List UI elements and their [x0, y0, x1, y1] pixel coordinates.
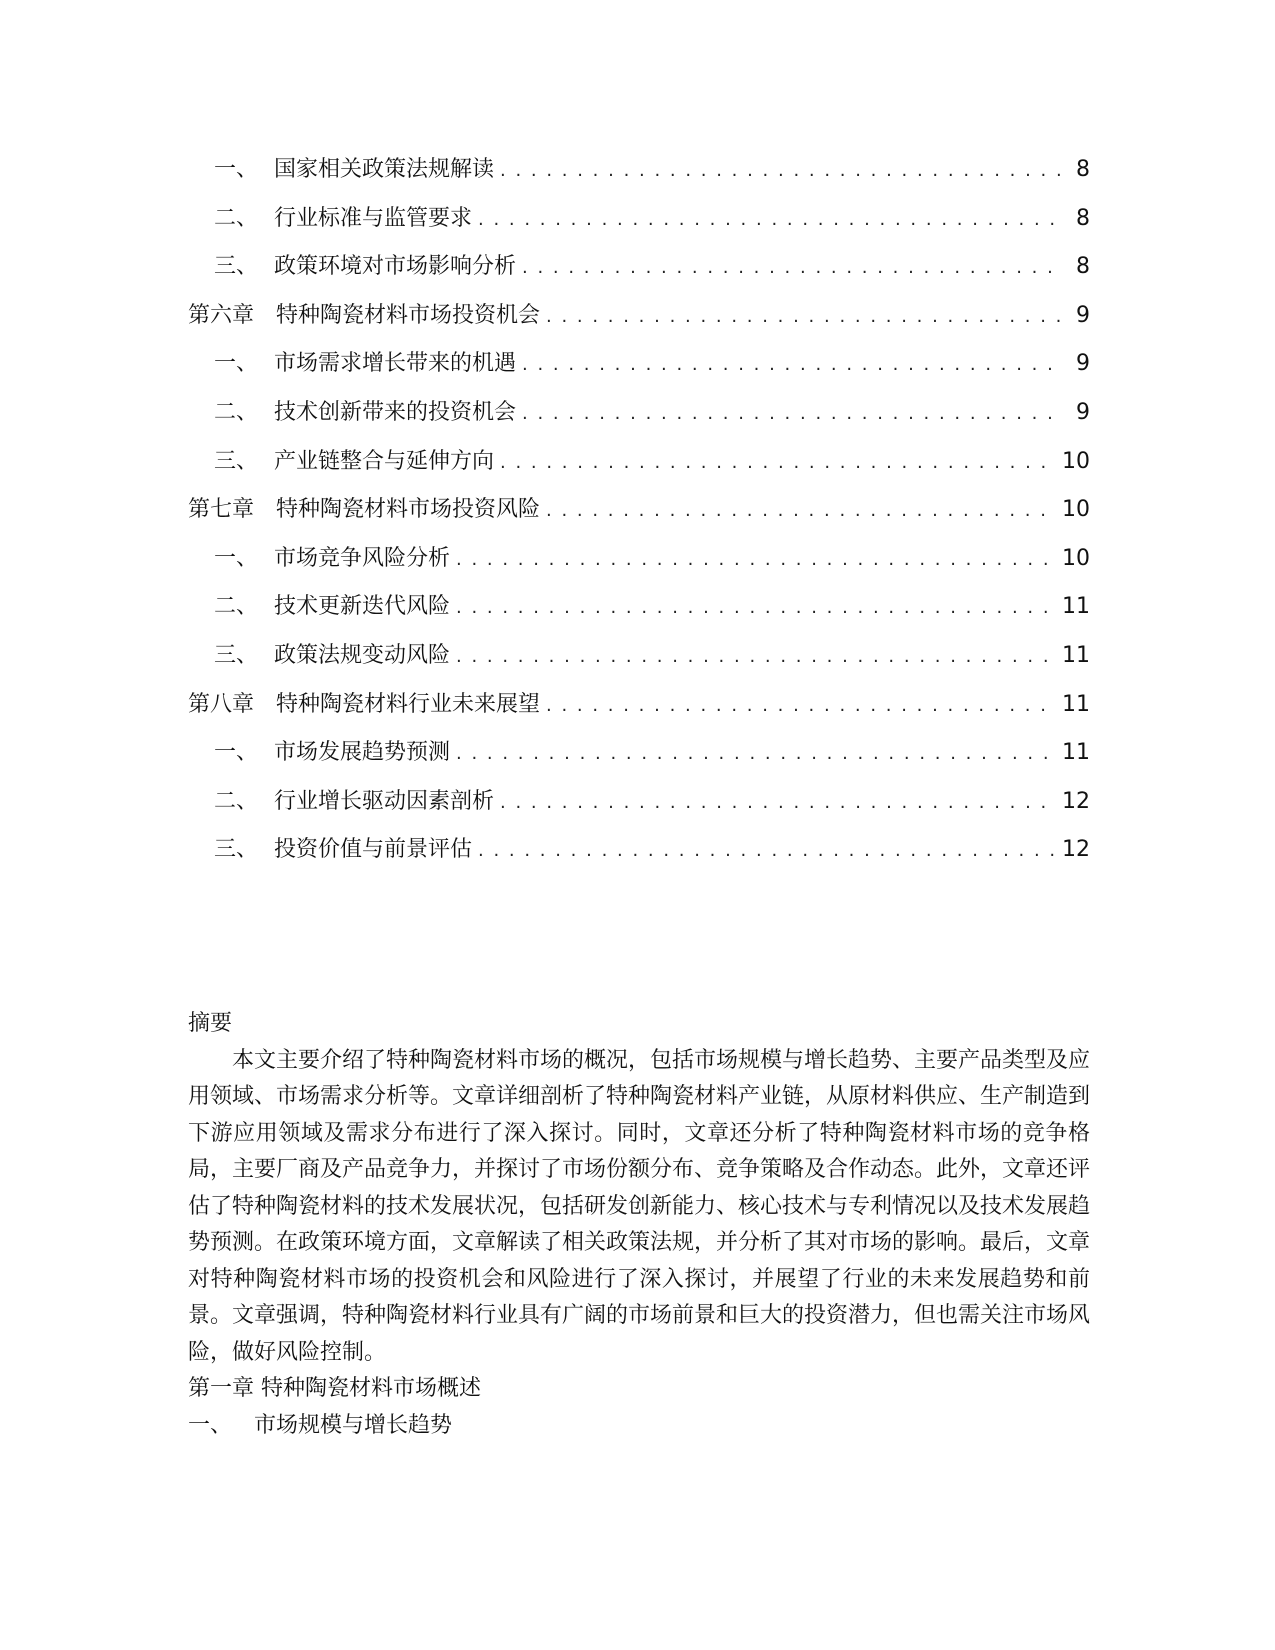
toc-entry-number: 一、	[214, 351, 259, 377]
toc-entry[interactable]	[188, 389, 1090, 438]
chapter-heading: 第一章 特种陶瓷材料市场概述	[188, 1376, 481, 1401]
toc-chapter-entry[interactable]	[188, 681, 1090, 730]
toc-entry-page: 8	[1076, 254, 1090, 280]
toc-entry-title: 市场需求增长带来的机遇	[274, 351, 517, 377]
toc-entry[interactable]	[188, 778, 1090, 827]
toc-entry[interactable]	[188, 729, 1090, 778]
toc-leader-dots	[500, 779, 1056, 828]
toc-leader-dots	[456, 536, 1056, 585]
toc-entry-title: 特种陶瓷材料行业未来展望	[276, 691, 541, 717]
toc-entry-page: 11	[1062, 642, 1090, 668]
toc-leader-dots	[456, 730, 1056, 779]
toc-entry-title: 特种陶瓷材料市场投资风险	[276, 497, 541, 523]
toc-entry[interactable]	[188, 583, 1090, 632]
toc-entry-title: 行业增长驱动因素剖析	[274, 788, 495, 814]
toc-entry-title: 政策法规变动风险	[274, 642, 451, 668]
toc-entry-number: 二、	[214, 594, 259, 620]
toc-entry[interactable]	[188, 243, 1090, 292]
toc-entry-title: 市场竞争风险分析	[274, 545, 451, 571]
toc-leader-dots	[478, 827, 1056, 876]
toc-entry-page: 11	[1062, 594, 1090, 620]
toc-leader-dots	[500, 147, 1062, 196]
toc-leader-dots	[522, 341, 1062, 390]
toc-entry-title: 政策环境对市场影响分析	[274, 254, 517, 280]
toc-entry-number: 一、	[214, 157, 259, 182]
toc-entry-page: 10	[1062, 448, 1090, 474]
toc-entry-page: 11	[1062, 691, 1090, 717]
toc-entry[interactable]	[188, 826, 1090, 875]
toc-entry[interactable]	[188, 340, 1090, 389]
toc-entry-page: 12	[1062, 837, 1090, 863]
toc-entry-page: 9	[1076, 351, 1090, 377]
toc-leader-dots	[478, 196, 1062, 245]
abstract-section	[188, 1006, 1090, 1444]
section-heading	[188, 1408, 1090, 1445]
abstract-body: 本文主要介绍了特种陶瓷材料市场的概况，包括市场规模与增长趋势、主要产品类型及应用领域、市场需求分析等。文章详细剖析了特种陶瓷材料产业链，从原材料供应、生产制造到下游应用领域及需求分布进行了深入探讨。同时，文章还分析了特种陶瓷材料市场的竞争格局，主要厂商及产品竞争力，并探讨了市场份额分布、竞争策略及合作动态。此外，文章还评估了特种陶瓷材料的技术发展状况，包括研发创新能力、核心技术与专利情况以及技术发展趋势预测。在政策环境方面，文章解读了相关政策法规，并分析了其对市场的影响。最后，文章对特种陶瓷材料市场的投资机会和风险进行了深入探讨，并展望了行业的未来发展趋势和前景。文章强调，特种陶瓷材料行业具有广阔的市场前景和巨大的投资潜力，但也需关注市场风险，做好风险控制。	[188, 1047, 1091, 1365]
toc-chapter-entry[interactable]	[188, 292, 1090, 341]
toc-entry-title: 技术创新带来的投资机会	[274, 399, 517, 425]
toc-entry[interactable]	[188, 535, 1090, 584]
toc-entry-number: 一、	[214, 545, 259, 571]
toc-entry-number: 二、	[214, 399, 259, 425]
abstract-heading: 摘要	[188, 1011, 233, 1036]
toc-entry[interactable]	[188, 438, 1090, 487]
toc-entry-title: 市场发展趋势预测	[274, 740, 451, 766]
table-of-contents	[188, 146, 1090, 875]
toc-entry-page: 12	[1062, 788, 1090, 814]
toc-chapter-entry[interactable]	[188, 486, 1090, 535]
section-title: 市场规模与增长趋势	[254, 1412, 453, 1438]
section-number: 一、	[188, 1412, 233, 1438]
toc-entry-title: 国家相关政策法规解读	[274, 157, 495, 182]
toc-entry-number: 三、	[214, 448, 259, 474]
toc-entry-page: 9	[1076, 302, 1090, 328]
toc-entry-title: 行业标准与监管要求	[274, 205, 473, 231]
toc-chapter-number: 第八章	[188, 691, 255, 717]
toc-leader-dots	[546, 293, 1062, 342]
toc-entry-number: 二、	[214, 788, 259, 814]
toc-leader-dots	[500, 439, 1056, 488]
toc-leader-dots	[456, 633, 1056, 682]
toc-entry-page: 10	[1062, 545, 1090, 571]
toc-entry-number: 二、	[214, 205, 259, 231]
toc-entry-page: 8	[1076, 157, 1090, 182]
toc-entry-title: 投资价值与前景评估	[274, 837, 473, 863]
toc-entry-number: 三、	[214, 254, 259, 280]
toc-entry-number: 三、	[214, 837, 259, 863]
toc-chapter-number: 第七章	[188, 497, 255, 523]
toc-chapter-number: 第六章	[188, 302, 255, 328]
toc-entry-number: 一、	[214, 740, 259, 766]
toc-entry-title: 特种陶瓷材料市场投资机会	[276, 302, 541, 328]
toc-entry[interactable]	[188, 195, 1090, 244]
toc-entry-title: 技术更新迭代风险	[274, 594, 451, 620]
toc-entry-page: 9	[1076, 399, 1090, 425]
toc-leader-dots	[522, 244, 1062, 293]
toc-leader-dots	[546, 487, 1056, 536]
toc-entry[interactable]	[188, 632, 1090, 681]
toc-leader-dots	[546, 682, 1056, 731]
toc-leader-dots	[456, 584, 1056, 633]
toc-entry-page: 11	[1062, 740, 1090, 766]
toc-entry[interactable]	[188, 146, 1090, 195]
toc-entry-page: 10	[1062, 497, 1090, 523]
toc-leader-dots	[522, 390, 1062, 439]
toc-entry-number: 三、	[214, 642, 259, 668]
toc-entry-title: 产业链整合与延伸方向	[274, 448, 495, 474]
toc-entry-page: 8	[1076, 205, 1090, 231]
